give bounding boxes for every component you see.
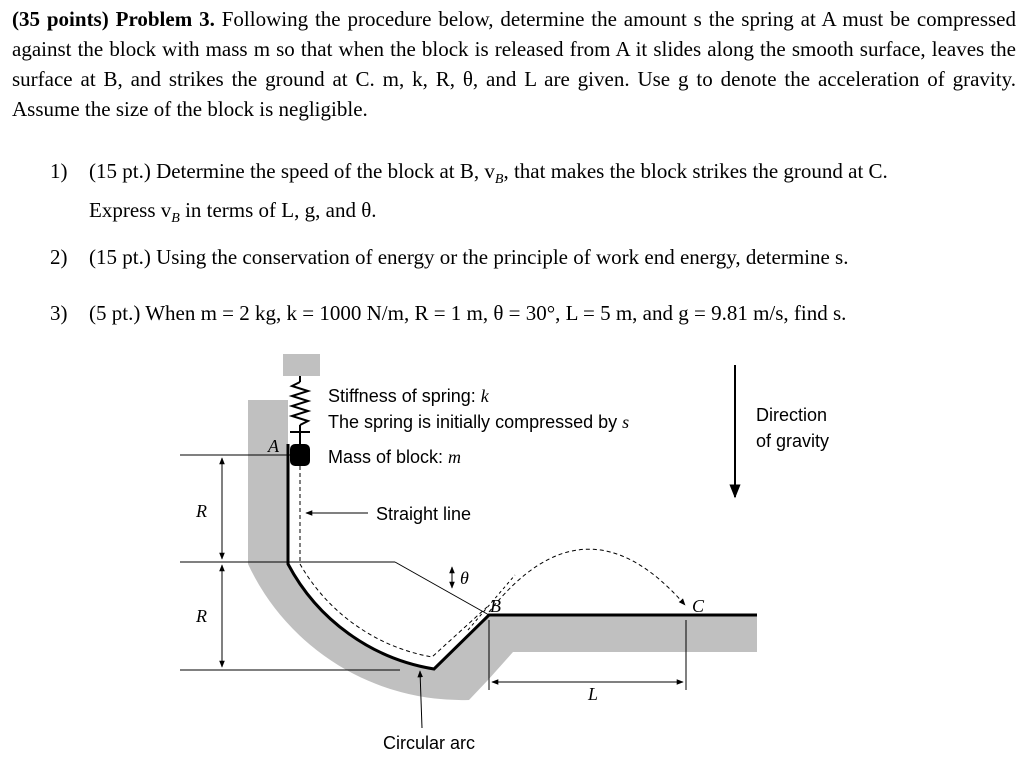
compressed-label: The spring is initially compressed by s: [328, 412, 630, 432]
spring: [290, 376, 310, 432]
gravity-label-2: of gravity: [756, 431, 830, 451]
trajectory: [489, 549, 685, 612]
item-3-line-1: (5 pt.) When m = 2 kg, k = 1000 N/m, R = 1 m, θ = 30°, L = 5 m, and g = 9.81 m/s, find s.: [89, 301, 847, 325]
problem-heading: (35 points) Problem 3.: [12, 7, 215, 31]
r-label-2: R: [196, 606, 207, 626]
item-1-line-2: Express $v_B$ in terms of L, g, and θ.: [89, 198, 377, 227]
point-b-label: B: [490, 596, 501, 616]
gravity-label-1: Direction: [756, 405, 828, 425]
problem-text: Following the procedure below, determine the amount s the spring at A must be compressed against the block with mass m so that when the block is released from A it slides along the smooth surface, leaves the surface at B, and strikes the ground at C. m, k, R, θ, and L are given. Use g to denote the acceleration of gravity. Assume the size of the block is negligible.: [12, 7, 1016, 121]
point-a-label: A: [268, 436, 279, 456]
stiffness-label: Stiffness of spring: k: [328, 386, 489, 406]
r-label-1: R: [196, 501, 207, 521]
mass-label: Mass of block: m: [328, 447, 462, 467]
item-2-line-1: (15 pt.) Using the conservation of energy or the principle of work end energy, determine s.: [89, 245, 849, 269]
l-label: L: [588, 684, 599, 704]
track-surface: [248, 400, 757, 700]
circular-arc-label: Circular arc: [383, 733, 476, 753]
radius-line: [395, 562, 489, 615]
spring-ceiling: [283, 354, 320, 376]
point-c-label: C: [692, 596, 705, 616]
item-1-line-1: (15 pt.) Determine the speed of the block at B, $v_B$, that makes the block strikes the ground at C.: [89, 159, 888, 188]
item-number: 1): [50, 159, 68, 183]
item-number: 2): [50, 245, 68, 269]
block: [290, 444, 310, 466]
item-number: 3): [50, 301, 68, 325]
straight-line-label: Straight line: [376, 504, 472, 524]
theta-label: θ: [460, 568, 469, 588]
